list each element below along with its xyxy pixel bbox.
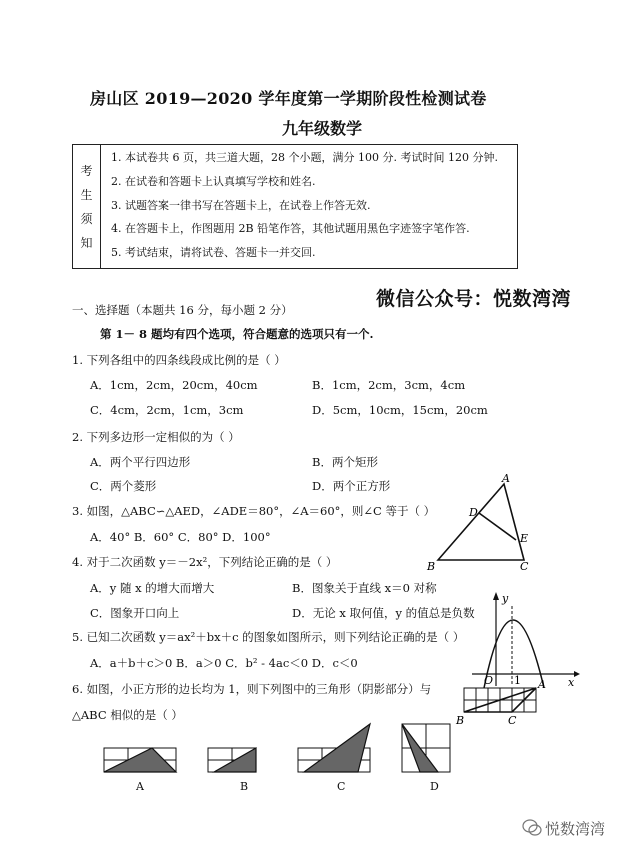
grid-label-a: A xyxy=(538,678,546,691)
q2-option-b: B．两个矩形 xyxy=(312,455,378,469)
notice-items xyxy=(111,151,498,270)
q4-option-a: A．y 随 x 的增大而增大 xyxy=(90,581,215,595)
notice-label-char: 须 xyxy=(80,211,93,226)
caption-d: D xyxy=(430,780,439,793)
q1-option-b: B．1cm，2cm，3cm，4cm xyxy=(312,378,466,392)
parabola-figure xyxy=(470,592,580,688)
option-d-figure xyxy=(398,722,468,774)
q4-option-d: D．无论 x 取何值，y 的值总是负数 xyxy=(292,606,475,620)
notice-item: 3. 试题答案一律书写在答题卡上，在试卷上作答无效. xyxy=(111,198,371,212)
q1-option-d: D．5cm，10cm，15cm，20cm xyxy=(312,403,488,417)
grid-label-c: C xyxy=(508,714,517,726)
notice-item: 4. 在答题卡上，作图题用 2B 铅笔作答，其他试题用黑色字迹签字笔作答. xyxy=(111,222,470,236)
q2-option-d: D．两个正方形 xyxy=(312,479,391,493)
triangle-figure xyxy=(424,472,544,572)
q4-option-c: C．图象开口向上 xyxy=(90,606,180,620)
q2-stem: 2. 下列多边形一定相似的为（ ） xyxy=(72,430,240,444)
notice-label-char: 生 xyxy=(80,187,93,202)
label-a: A xyxy=(502,472,510,485)
notice-item: 5. 考试结束，请将试卷、答题卡一并交回. xyxy=(111,246,316,260)
q5-stem: 5. 已知二次函数 y＝ax²＋bx＋c 的图象如图所示，则下列结论正确的是（ ） xyxy=(72,630,465,644)
option-a-figure xyxy=(100,722,180,774)
notice-label-char: 知 xyxy=(80,235,93,250)
wechat-logo-icon xyxy=(522,818,542,838)
section-title: 一、选择题（本题共 16 分，每小题 2 分） xyxy=(72,303,293,317)
section-instruction: 第 1－ 8 题均有四个选项，符合题意的选项只有一个. xyxy=(100,327,374,341)
wechat-watermark: 微信公众号：悦数湾湾 xyxy=(376,288,572,310)
q4-stem: 4. 对于二次函数 y＝－2x²，下列结论正确的是（ ） xyxy=(72,555,338,569)
exam-title: 房山区 2019—2020 学年度第一学期阶段性检测试卷 xyxy=(90,89,487,108)
x-axis-arrow xyxy=(574,671,580,677)
label-x: x xyxy=(568,676,575,688)
notice-item: 1. 本试卷共 6 页，共三道大题，28 个小题，满分 100 分. 考试时间 120 分钟. xyxy=(111,151,498,164)
q2-option-c: C．两个菱形 xyxy=(90,479,157,493)
q4-option-b: B．图象关于直线 x＝0 对称 xyxy=(292,581,437,595)
label-y: y xyxy=(502,592,509,605)
notice-label-char: 考 xyxy=(80,163,93,178)
q2-option-a: A．两个平行四边形 xyxy=(90,455,191,469)
grid-figure-abc xyxy=(452,678,552,726)
y-axis-arrow xyxy=(493,592,499,600)
q6-stem-line1: 6. 如图，小正方形的边长均为 1，则下列图中的三角形（阴影部分）与 xyxy=(72,682,432,696)
label-b: B xyxy=(427,560,436,572)
segment-de xyxy=(479,513,516,540)
q3-options: A．40° B．60° C．80° D．100° xyxy=(90,530,271,544)
notice-label xyxy=(73,145,101,268)
caption-b: B xyxy=(240,780,249,793)
caption-c: C xyxy=(337,780,346,793)
footer-watermark: 悦数湾湾 xyxy=(545,820,606,838)
triangle-abc xyxy=(438,484,524,560)
label-d: D xyxy=(469,506,478,519)
exam-subtitle: 九年级数学 xyxy=(282,119,363,138)
notice-item: 2. 在试卷和答题卡上认真填写学校和姓名. xyxy=(111,174,316,188)
label-e: E xyxy=(520,532,529,545)
caption-a: A xyxy=(136,780,144,793)
label-one: 1 xyxy=(514,674,521,687)
q1-option-a: A．1cm，2cm，20cm，40cm xyxy=(90,378,258,392)
q3-stem: 3. 如图，△ABC∽△AED，∠ADE＝80°，∠A＝60°，则∠C 等于（ ） xyxy=(72,504,436,518)
q5-options: A．a＋b＋c＞0 B．a＞0 C．b² - 4ac＜0 D．c＜0 xyxy=(90,656,358,670)
label-origin: O xyxy=(484,674,494,687)
q1-stem: 1. 下列各组中的四条线段成比例的是（ ） xyxy=(72,353,286,367)
q6-stem-line2: △ABC 相似的是（ ） xyxy=(72,708,183,722)
notice-box xyxy=(72,144,518,269)
option-b-figure xyxy=(204,722,264,774)
grid-label-b: B xyxy=(456,714,465,726)
label-c: C xyxy=(520,560,529,572)
option-c-figure xyxy=(290,722,380,774)
q1-option-c: C．4cm，2cm，1cm，3cm xyxy=(90,403,244,417)
